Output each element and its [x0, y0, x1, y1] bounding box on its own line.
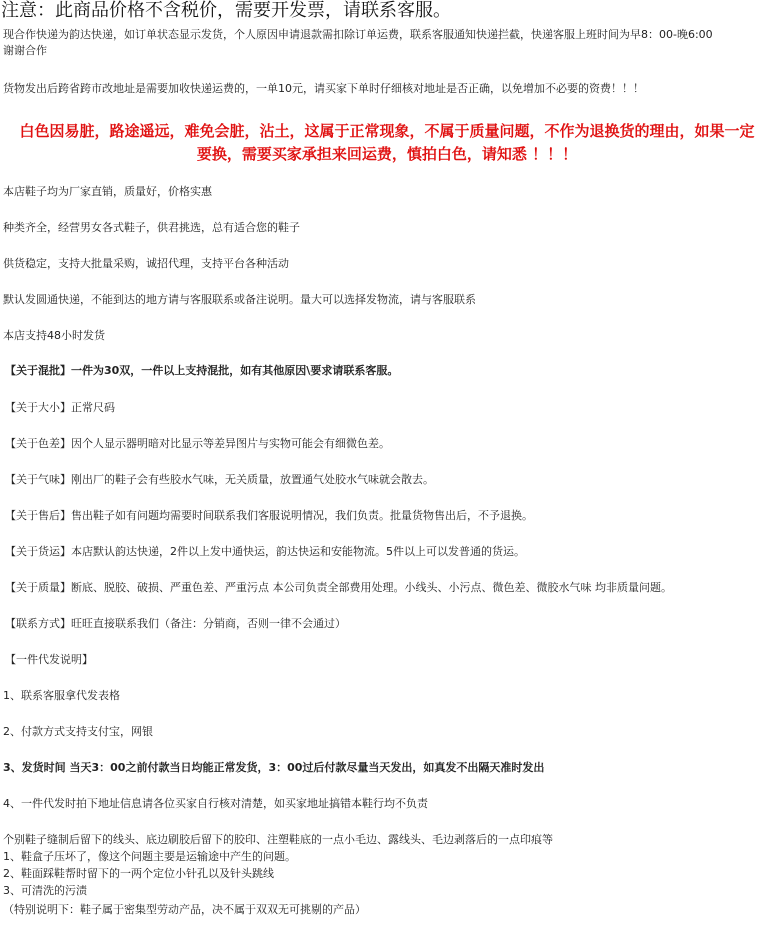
special-note: （特别说明下：鞋子属于密集型劳动产品，决不属于双双无可挑剔的产品）	[3, 903, 366, 916]
smell-info: 【关于气味】刚出厂的鞋子会有些胶水气味，无关质量，放置通气处胶水气味就会散去。	[5, 473, 434, 486]
paragraph: 默认发圆通快递，不能到达的地方请与客服联系或备注说明。量大可以选择发物流，请与客服联系	[3, 293, 476, 306]
white-warning-line-2: 要换，需要买家承担来回运费，慎拍白色，请知悉 ！！！	[196, 145, 578, 163]
dropship-item: 3、发货时间 当天3：00之前付款当日均能正常发货，3：00过后付款尽量当天发出，如真发不出隔天准时发出	[3, 761, 545, 774]
white-warning-line-1: 白色因易脏，路途遥远，难免会脏，沾土，这属于正常现象，不属于质量问题，不作为退换货的理由，如果一定	[19, 122, 755, 140]
mix-batch-info: 【关于混批】一件为30双，一件以上支持混批，如有其他原因\要求请联系客服。	[5, 364, 399, 377]
intro-line-2: 谢谢合作	[3, 44, 47, 57]
shipping-surcharge-text: 货物发出后跨省跨市改地址是需要加收快递运费的，一单10元，请买家下单时仔细核对地址是否正确，以免增加不必要的资费！！！	[3, 82, 644, 95]
quality-info: 【关于质量】断底、脱胶、破损、严重色差、严重污点 本公司负责全部费用处理。小线头、小污点、微色差、微胶水气味 均非质量问题。	[5, 581, 672, 594]
contact-info: 【联系方式】旺旺直接联系我们（备注：分销商，否则一律不会通过）	[5, 617, 346, 630]
paragraph: 本店支持48小时发货	[3, 329, 105, 342]
dropship-item: 4、一件代发时拍下地址信息请各位买家自行核对清楚，如买家地址搞错本鞋行均不负责	[3, 797, 428, 810]
intro-line-1: 现合作快递为韵达快递，如订单状态显示发货，个人原因申请退款需扣除订单运费，联系客服通知快递拦截，快递客服上班时间为早8：00-晚6:00	[3, 28, 713, 41]
defect-item: 3、可清洗的污渍	[3, 884, 87, 897]
freight-info: 【关于货运】本店默认韵达快递，2件以上发中通快运，韵达快运和安能物流。5件以上可以发普通的货运。	[5, 545, 525, 558]
dropship-item: 1、联系客服拿代发表格	[3, 689, 120, 702]
defects-intro: 个别鞋子缝制后留下的线头、底边刷胶后留下的胶印、注塑鞋底的一点小毛边、露线头、毛边剥落后的一点印痕等	[3, 833, 553, 846]
paragraph: 供货稳定，支持大批量采购，诚招代理，支持平台各种活动	[3, 257, 289, 270]
defect-item: 2、鞋面踩鞋帮时留下的一两个定位小针孔以及针头跳线	[3, 867, 274, 880]
color-diff-info: 【关于色差】因个人显示器明暗对比显示等差异图片与实物可能会有细微色差。	[5, 437, 390, 450]
dropship-item: 2、付款方式支持支付宝，网银	[3, 725, 153, 738]
dropship-title: 【一件代发说明】	[5, 653, 93, 666]
paragraph: 本店鞋子均为厂家直销，质量好，价格实惠	[3, 185, 212, 198]
paragraph: 种类齐全，经营男女各式鞋子，供君挑选，总有适合您的鞋子	[3, 221, 300, 234]
notice-title: 注意：此商品价格不含税价，需要开发票，请联系客服。	[1, 0, 451, 21]
after-sales-info: 【关于售后】售出鞋子如有问题均需要时间联系我们客服说明情况，我们负责。批量货物售出后，不予退换。	[5, 509, 533, 522]
size-info: 【关于大小】正常尺码	[5, 401, 115, 414]
defect-item: 1、鞋盒子压坏了，像这个问题主要是运输途中产生的问题。	[3, 850, 296, 863]
